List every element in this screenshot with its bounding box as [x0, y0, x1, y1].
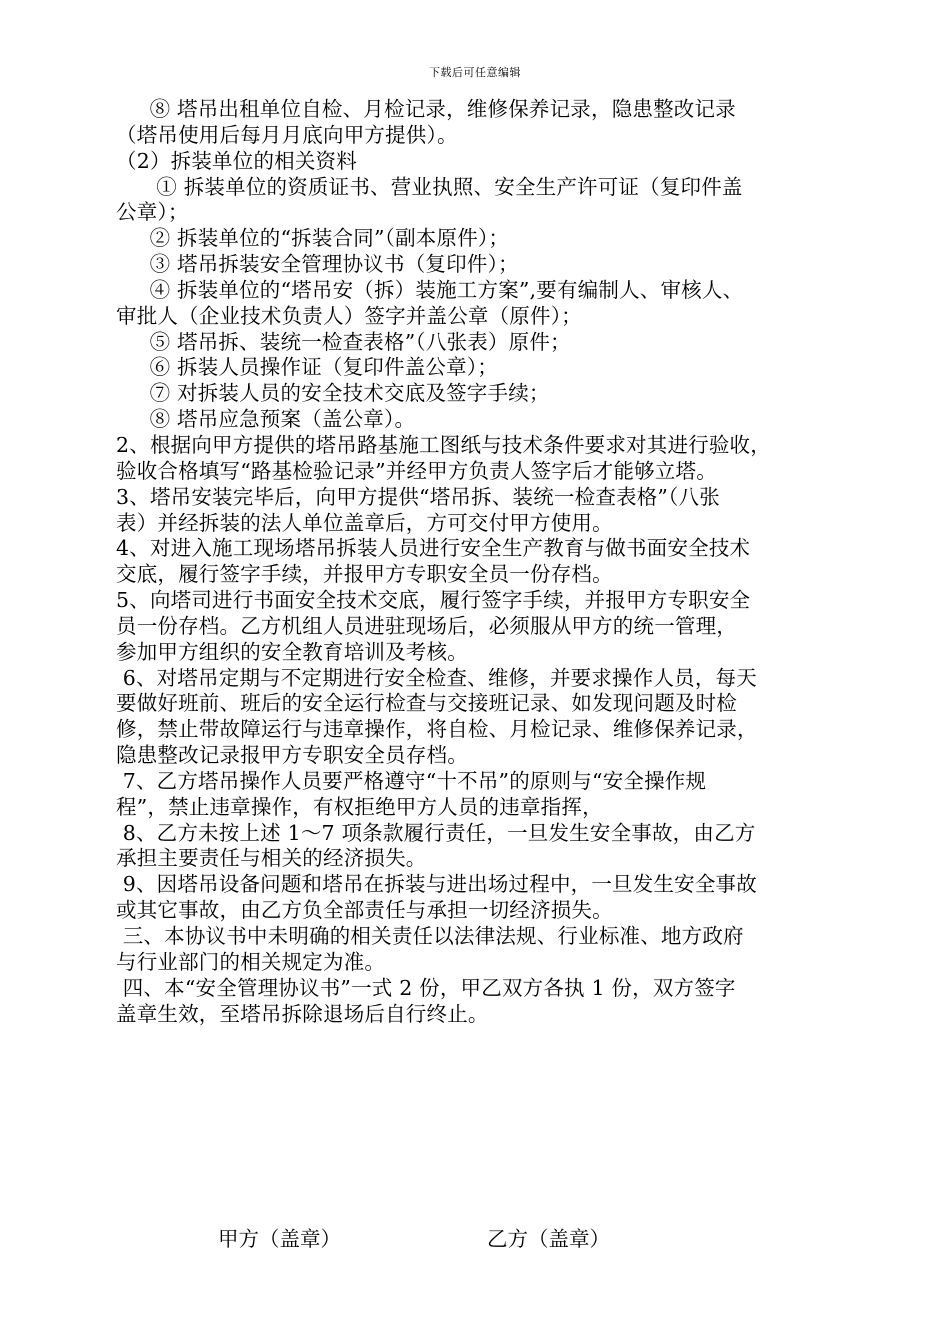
- text-line: 9、因塔吊设备问题和塔吊在拆装与进出场过程中，一旦发生安全事故: [116, 872, 757, 897]
- text-line: 参加甲方组织的安全教育培训及考核。: [116, 639, 468, 664]
- agreement-body: [116, 97, 868, 1027]
- text-line: 验收合格填写“路基检验记录”并经甲方负责人签字后才能够立塔。: [116, 458, 717, 483]
- text-line: 6、对塔吊定期与不定期进行安全检查、维修，并要求操作人员，每天: [116, 665, 757, 690]
- text-line: 5、向塔司进行书面安全技术交底，履行签字手续，并报甲方专职安全: [116, 588, 751, 613]
- text-line: 承担主要责任与相关的经济损失。: [116, 846, 427, 871]
- text-line: ④ 拆装单位的“塔吊安（拆）装施工方案”,要有编制人、审核人、: [116, 277, 744, 302]
- text-line: ⑦ 对拆装人员的安全技术交底及签字手续；: [116, 381, 550, 406]
- text-line: ⑥ 拆装人员操作证（复印件盖公章）；: [116, 355, 498, 380]
- text-line: 与行业部门的相关规定为准。: [116, 949, 386, 974]
- text-line: ⑧ 塔吊应急预案（盖公章）。: [116, 407, 416, 432]
- text-line: 8、乙方未按上述 1～7 项条款履行责任，一旦发生安全事故，由乙方: [116, 820, 756, 845]
- text-line: ⑤ 塔吊拆、装统一检查表格”（八张表）原件；: [116, 329, 571, 354]
- text-line: 隐患整改记录报甲方专职安全员存档。: [116, 743, 468, 768]
- text-line: 四、本“安全管理协议书”一式 2 份，甲乙双方各执 1 份，双方签字: [116, 975, 736, 1000]
- text-line: ② 拆装单位的“拆装合同”（副本原件）；: [116, 226, 510, 251]
- text-line: 3、塔吊安装完毕后，向甲方提供“塔吊拆、装统一检查表格”（八张: [116, 484, 720, 509]
- text-line: ① 拆装单位的资质证书、营业执照、安全生产许可证（复印件盖: [116, 174, 743, 199]
- text-line: 7、乙方塔吊操作人员要严格遵守“十不吊”的原则与“安全操作规: [116, 768, 707, 793]
- text-line: 2、根据向甲方提供的塔吊路基施工图纸与技术条件要求对其进行验收，: [116, 432, 771, 457]
- text-line: 或其它事故，由乙方负全部责任与承担一切经济损失。: [116, 898, 613, 923]
- text-line: 4、对进入施工现场塔吊拆装人员进行安全生产教育与做书面安全技术: [116, 536, 751, 561]
- text-line: （2）拆装单位的相关资料: [116, 148, 357, 173]
- page-header-note: 下载后可任意编辑: [429, 66, 521, 79]
- text-line: 审批人（企业技术负责人）签字并盖公章（原件）；: [116, 303, 582, 328]
- text-line: 三、本协议书中未明确的相关责任以法律法规、行业标准、地方政府: [116, 924, 744, 948]
- text-line: 程”，禁止违章操作，有权拒绝甲方人员的违章指挥，: [116, 794, 603, 819]
- party-b-signature-label: 乙方（盖章）: [487, 1227, 610, 1251]
- text-line: 公章）；: [116, 200, 189, 225]
- text-line: ⑧ 塔吊出租单位自检、月检记录，维修保养记录，隐患整改记录: [116, 97, 736, 121]
- text-line: 交底，履行签字手续，并报甲方专职安全员一份存档。: [116, 562, 613, 587]
- text-line: ③ 塔吊拆装安全管理协议书（复印件）；: [116, 252, 519, 277]
- text-line: 修，禁止带故障运行与违章操作，将自检、月检记录、维修保养记录，: [116, 717, 758, 742]
- party-a-signature-label: 甲方（盖章）: [218, 1227, 341, 1251]
- text-line: 员一份存档。乙方机组人员进驻现场后，必须服从甲方的统一管理，: [116, 613, 737, 638]
- text-line: 表）并经拆装的法人单位盖章后，方可交付甲方使用。: [116, 510, 613, 535]
- text-line: （塔吊使用后每月月底向甲方提供）。: [116, 122, 458, 147]
- text-line: 盖章生效，至塔吊拆除退场后自行终止。: [116, 1001, 489, 1026]
- text-line: 要做好班前、班后的安全运行检查与交接班记录、如发现问题及时检: [116, 691, 737, 716]
